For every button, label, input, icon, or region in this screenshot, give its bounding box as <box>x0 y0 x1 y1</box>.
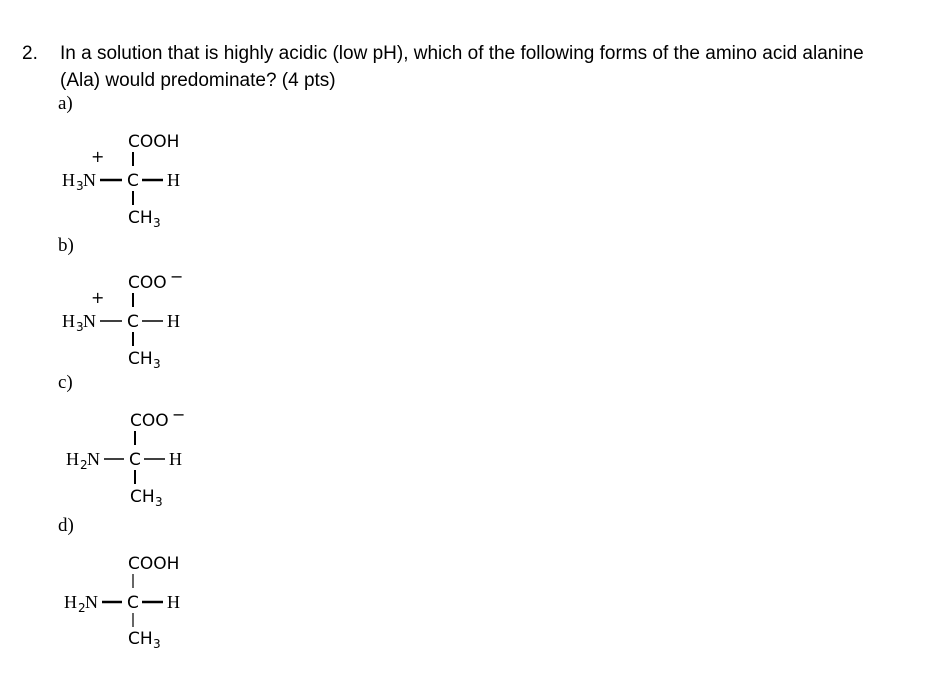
carboxyl-charge: − <box>170 267 184 286</box>
side-chain: CH <box>128 629 153 649</box>
alpha-carbon: C <box>129 450 141 470</box>
amino-subscript: 2 <box>80 458 88 472</box>
alpha-hydrogen: H <box>167 170 180 190</box>
carboxyl-group: COOH <box>128 554 180 574</box>
amino-H: H <box>62 311 75 331</box>
carboxyl-group: COO <box>128 273 167 293</box>
amino-N: N <box>87 449 100 469</box>
option-d-label: d) <box>58 515 74 536</box>
question-text-line-1: In a solution that is highly acidic (low pH), which of the following forms of the amino acid alanine <box>60 43 864 64</box>
option-d-structure <box>50 540 250 655</box>
alpha-carbon: C <box>127 171 139 191</box>
carboxyl-group: COO <box>130 411 169 431</box>
amino-N: N <box>85 592 98 612</box>
side-chain-subscript: 3 <box>155 495 163 509</box>
amino-subscript: 3 <box>76 320 84 334</box>
alpha-carbon: C <box>127 312 139 332</box>
amino-H: H <box>64 592 77 612</box>
carboxyl-group: COOH <box>128 132 180 152</box>
amino-H: H <box>66 449 79 469</box>
alpha-hydrogen: H <box>167 592 180 612</box>
side-chain-subscript: 3 <box>153 637 161 651</box>
amino-H: H <box>62 170 75 190</box>
alpha-carbon: C <box>127 593 139 613</box>
amino-subscript: 2 <box>78 601 86 615</box>
side-chain-subscript: 3 <box>153 357 161 371</box>
alpha-hydrogen: H <box>167 311 180 331</box>
alpha-hydrogen: H <box>169 449 182 469</box>
amino-subscript: 3 <box>76 179 84 193</box>
amino-plus-charge: + <box>91 288 105 307</box>
option-c-label: c) <box>58 372 73 393</box>
carboxyl-charge: − <box>172 405 186 424</box>
question-number: 2. <box>22 43 38 64</box>
option-b-label: b) <box>58 235 74 256</box>
question-text-line-2: (Ala) would predominate? (4 pts) <box>60 70 336 91</box>
option-c-structure <box>50 398 250 513</box>
side-chain: CH <box>130 487 155 507</box>
amino-N: N <box>83 311 96 331</box>
amino-plus-charge: + <box>91 147 105 166</box>
option-b-structure <box>50 258 250 373</box>
side-chain: CH <box>128 349 153 369</box>
amino-N: N <box>83 170 96 190</box>
side-chain-subscript: 3 <box>153 216 161 230</box>
side-chain: CH <box>128 208 153 228</box>
option-a-structure <box>50 115 250 230</box>
option-a-label: a) <box>58 93 73 114</box>
